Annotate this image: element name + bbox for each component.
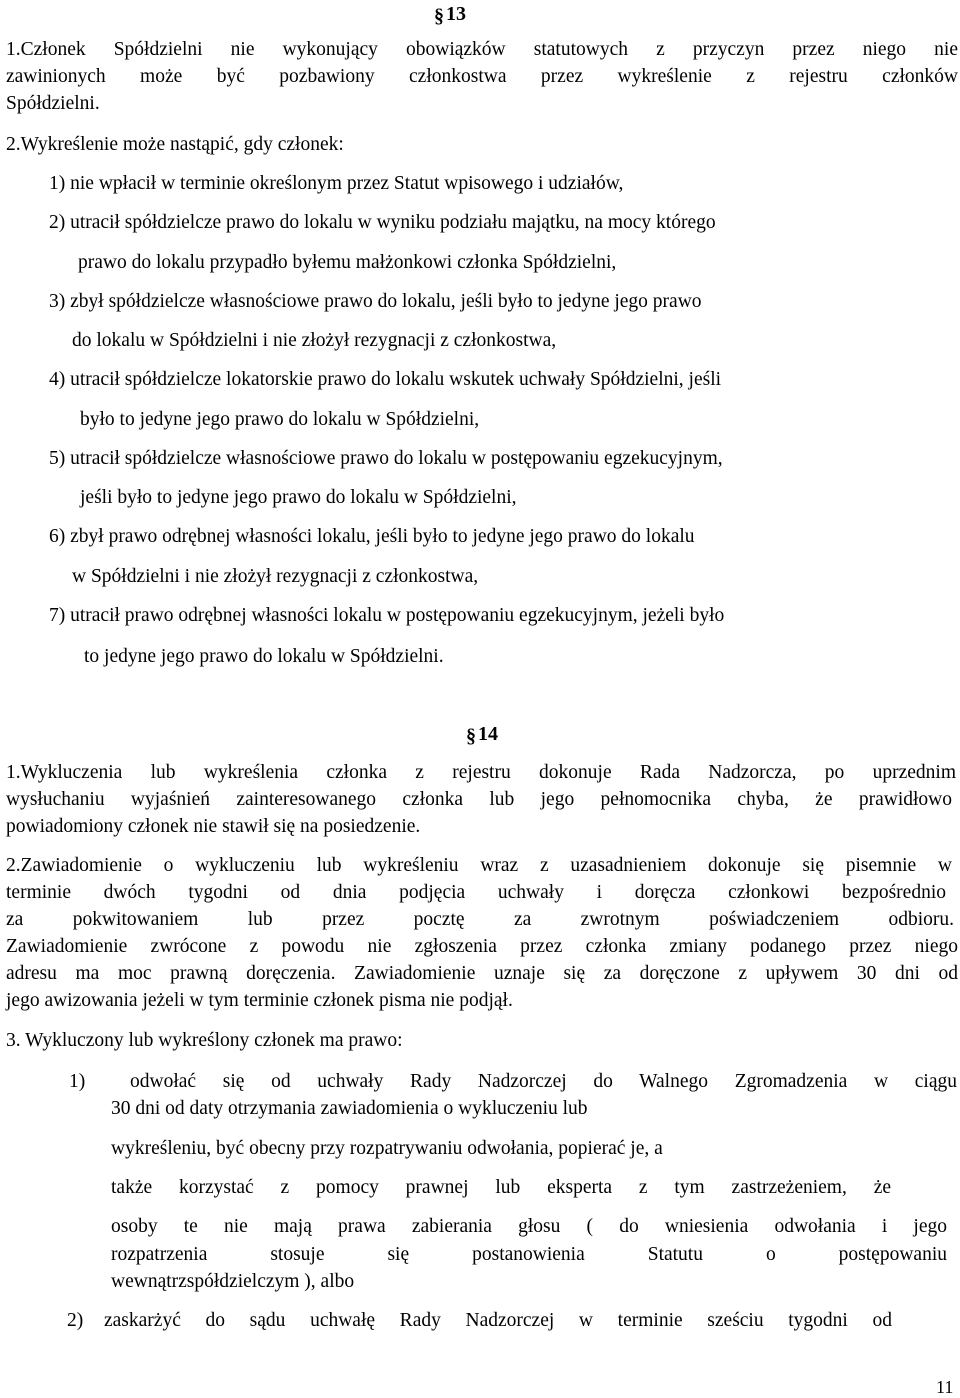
paragraph-line: wysłuchaniu wyjaśnień zainteresowanego członka lub jego pełnomocnika chyba, że prawidłowo [6,789,952,810]
list-item-continuation: w Spółdzielni i nie złożył rezygnacji z członkostwa, [72,566,479,587]
list-item: 4) utracił spółdzielcze lokatorskie prawo do lokalu wskutek uchwały Spółdzielni, jeśli [49,369,722,390]
paragraph-line: zawinionych może być pozbawiony członkostwa przez wykreślenie z rejestru członków [6,66,958,87]
list-item-continuation: także korzystać z pomocy prawnej lub eksperta z tym zastrzeżeniem, że [111,1177,891,1198]
section-number: 14 [478,723,498,745]
list-item: 5) utracił spółdzielcze własnościowe prawo do lokalu w postępowaniu egzekucyjnym, [49,448,723,469]
list-marker: 2) [67,1310,84,1331]
list-item-continuation: osoby te nie mają prawa zabierania głosu ( do wniesienia odwołania i jego [111,1216,947,1237]
paragraph-line: za pokwitowaniem lub przez pocztę za zwrotnym poświadczeniem odbioru. [6,909,954,930]
list-item: 1) nie wpłacił w terminie określonym przez Statut wpisowego i udziałów, [49,173,624,194]
section-number: 13 [446,3,466,25]
section-sign: § [466,725,476,747]
list-item: zaskarżyć do sądu uchwałę Rady Nadzorczej w terminie sześciu tygodni od [104,1310,892,1331]
section-heading-13 [434,2,466,27]
paragraph-line: 2.Zawiadomienie o wykluczeniu lub wykreśleniu wraz z uzasadnieniem dokonuje się pisemnie w [6,855,952,876]
list-item-continuation: to jedyne jego prawo do lokalu w Spółdzielni. [84,646,444,667]
list-item: 2) utracił spółdzielcze prawo do lokalu w wyniku podziału majątku, na mocy którego [49,212,716,233]
paragraph-line: Zawiadomienie zwrócone z powodu nie zgłoszenia przez członka zmiany podanego przez niego [6,936,958,957]
list-item-continuation: wewnątrzspółdzielczym ), albo [111,1271,355,1292]
list-item: 3) zbył spółdzielcze własnościowe prawo do lokalu, jeśli było to jedyne jego prawo [49,291,702,312]
paragraph-line: adresu ma moc prawną doręczenia. Zawiadomienie uznaje się za doręczone z upływem 30 dni od [6,963,958,984]
page-number: 11 [936,1377,954,1397]
paragraph-line: 3. Wykluczony lub wykreślony członek ma prawo: [6,1030,403,1051]
section-heading-14 [466,722,498,747]
list-item-continuation: rozpatrzenia stosuje się postanowienia Statutu o postępowaniu [111,1244,947,1265]
paragraph-line: terminie dwóch tygodni od dnia podjęcia uchwały i doręcza członkowi bezpośrednio [6,882,946,903]
list-item-continuation: 30 dni od daty otrzymania zawiadomienia o wykluczeniu lub [111,1098,588,1119]
list-item-continuation: było to jedyne jego prawo do lokalu w Spółdzielni, [80,409,480,430]
paragraph-line: Spółdzielni. [6,93,100,114]
list-item-continuation: do lokalu w Spółdzielni i nie złożył rezygnacji z członkostwa, [72,330,557,351]
list-item-continuation: wykreśleniu, być obecny przy rozpatrywaniu odwołania, popierać je, a [111,1138,663,1159]
list-item: 6) zbył prawo odrębnej własności lokalu, jeśli było to jedyne jego prawo do lokalu [49,526,695,547]
paragraph-line: powiadomiony członek nie stawił się na posiedzenie. [6,816,421,837]
paragraph-line: jego awizowania jeżeli w tym terminie członek pisma nie podjął. [6,990,513,1011]
paragraph-line: 1.Wykluczenia lub wykreślenia członka z rejestru dokonuje Rada Nadzorcza, po uprzednim [6,762,956,783]
paragraph-line: 1.Członek Spółdzielni nie wykonujący obowiązków statutowych z przyczyn przez niego nie [6,39,958,60]
list-marker: 1) [69,1071,86,1092]
list-item: odwołać się od uchwały Rady Nadzorczej do Walnego Zgromadzenia w ciągu [130,1071,957,1092]
section-sign: § [434,5,444,27]
list-item-continuation: prawo do lokalu przypadło byłemu małżonkowi członka Spółdzielni, [78,252,617,273]
list-item: 7) utracił prawo odrębnej własności lokalu w postępowaniu egzekucyjnym, jeżeli było [49,605,725,626]
list-item-continuation: jeśli było to jedyne jego prawo do lokalu w Spółdzielni, [80,487,517,508]
paragraph-line: 2.Wykreślenie może nastąpić, gdy członek: [6,134,344,155]
